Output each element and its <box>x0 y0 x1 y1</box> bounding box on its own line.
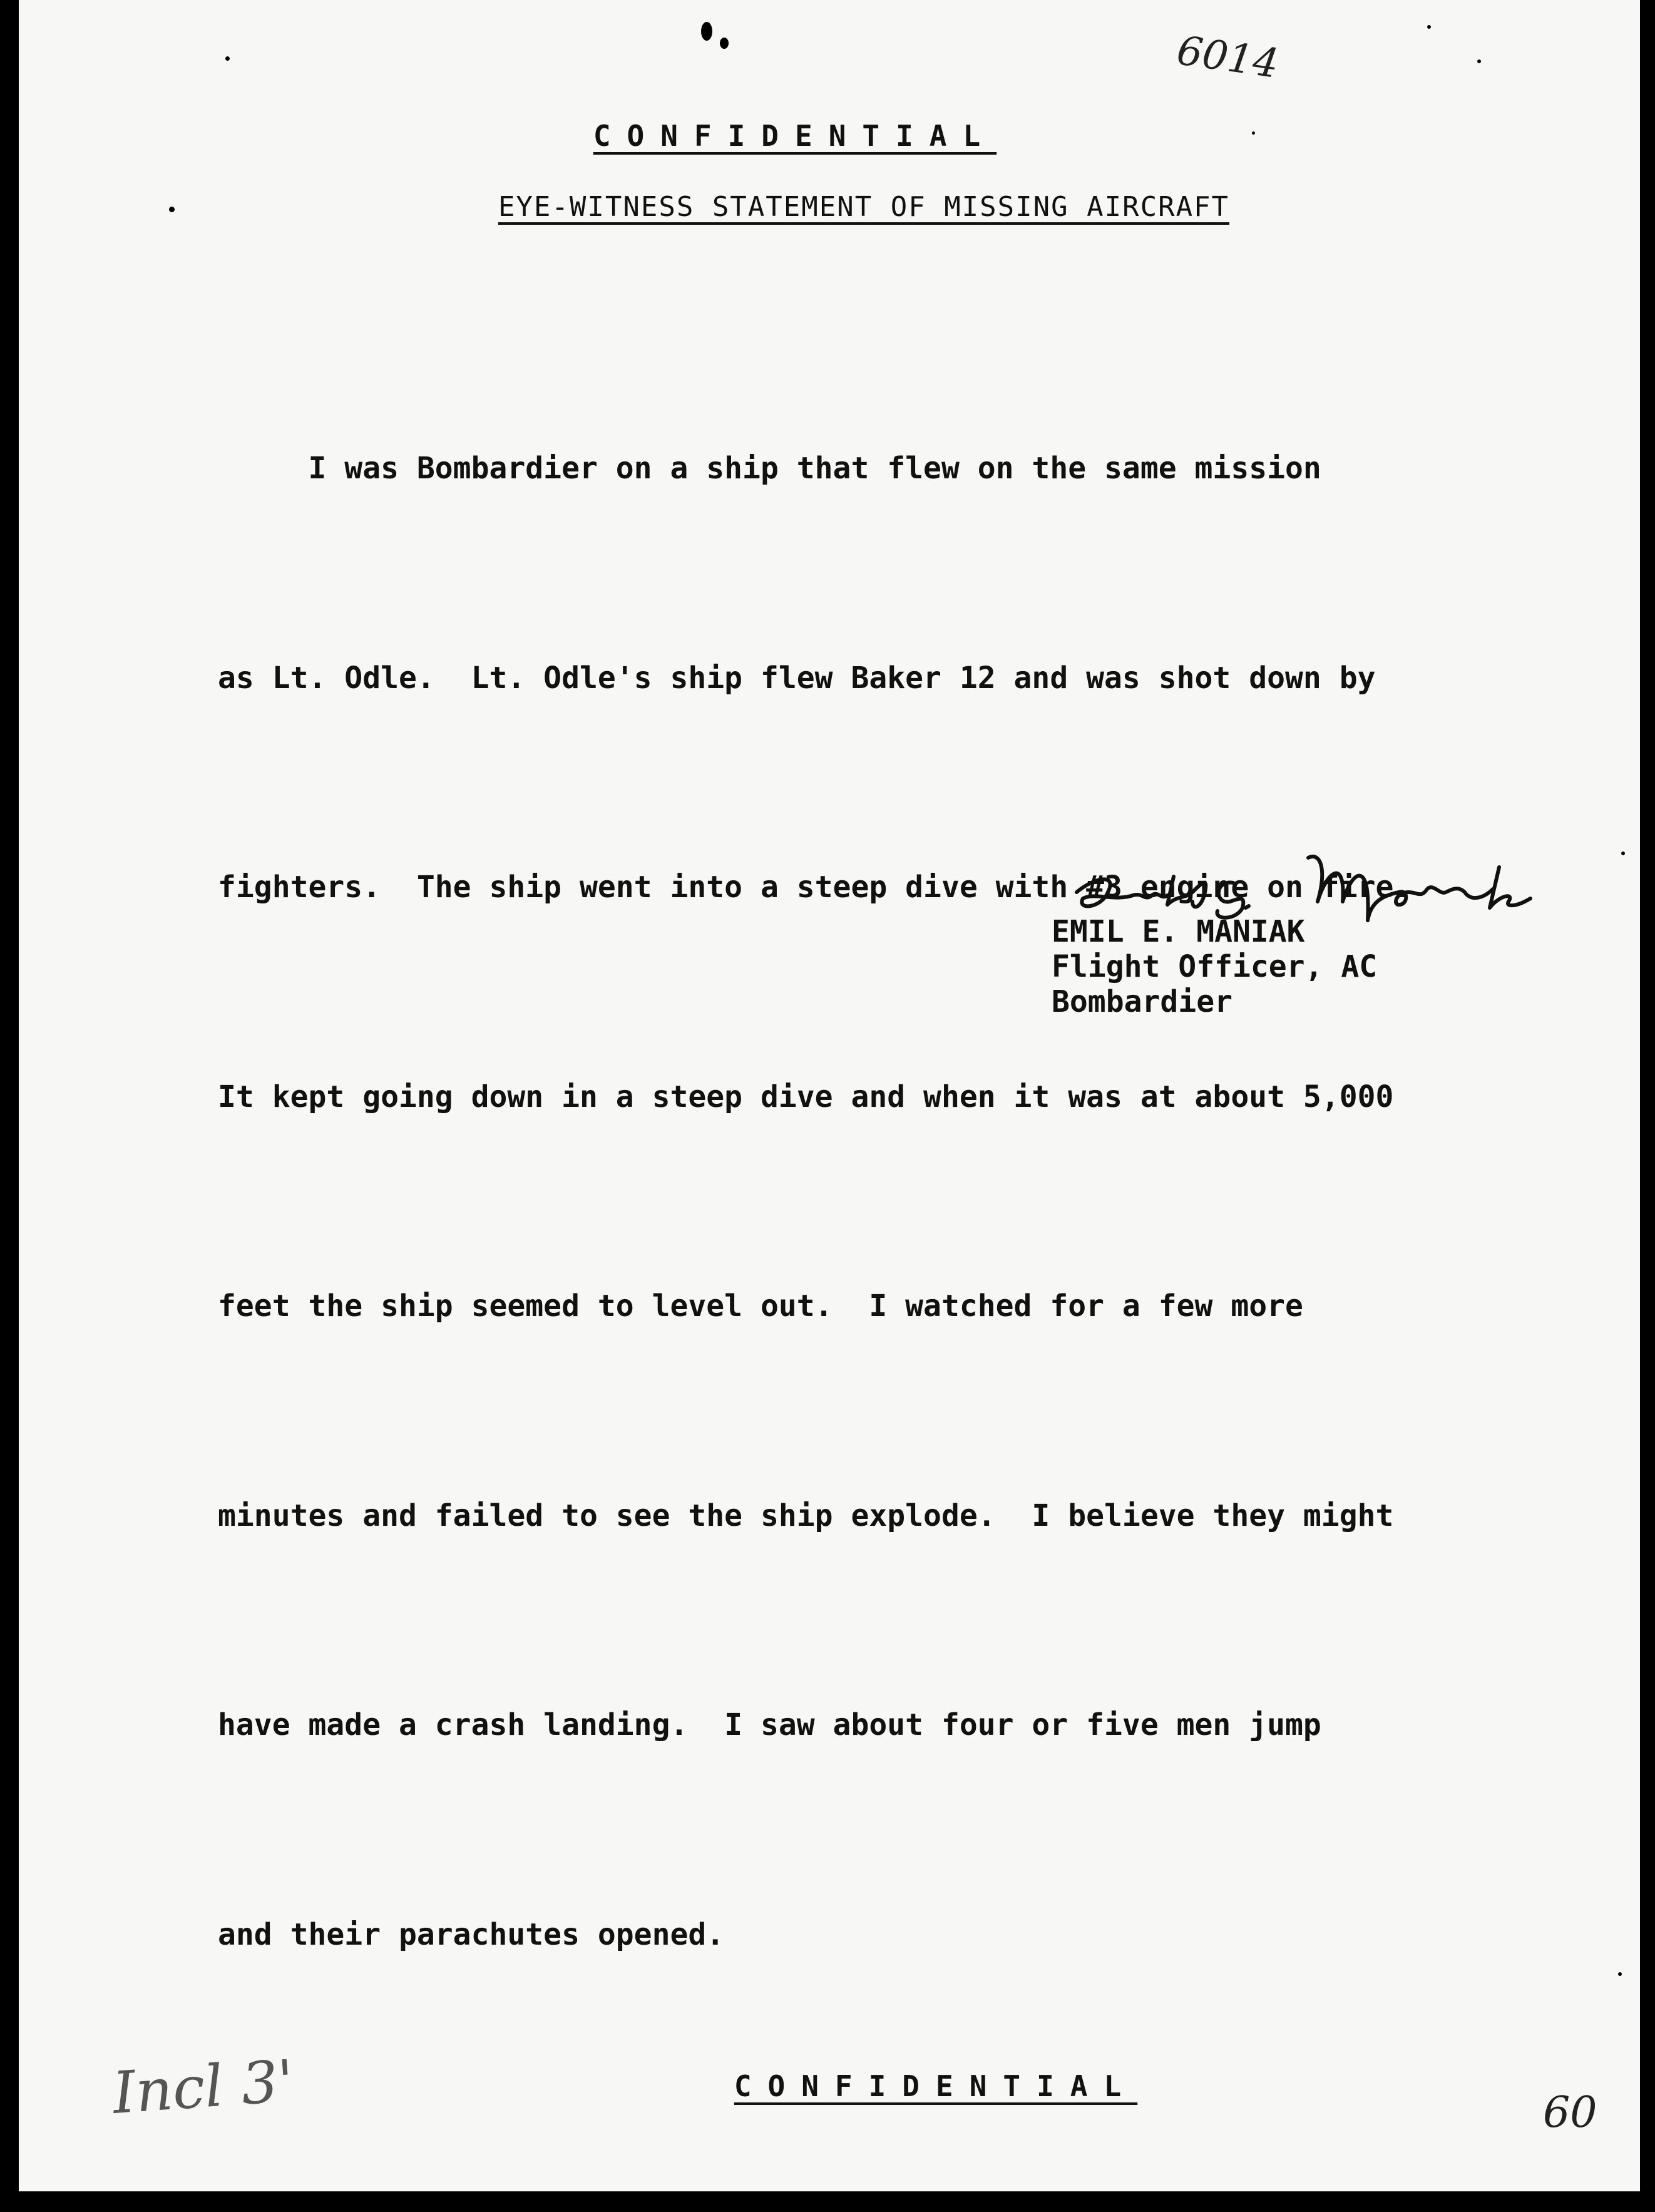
signature-block <box>1052 914 1377 1019</box>
statement-line: minutes and failed to see the ship explode. I believe they might <box>218 1498 1394 1533</box>
scan-speck <box>169 207 175 212</box>
signer-name: EMIL E. MANIAK <box>1052 914 1305 949</box>
scan-speck <box>1618 1972 1622 1976</box>
scan-speck <box>225 56 230 61</box>
statement-line: fighters. The ship went into a steep dive with #3 engine on fire. <box>218 870 1412 905</box>
handwritten-page-number: 60 <box>1543 2088 1597 2137</box>
classification-header: CONFIDENTIAL <box>593 119 997 153</box>
handwritten-file-number: 6014 <box>1174 28 1282 88</box>
scan-speck <box>720 38 729 49</box>
scan-speck <box>701 22 712 41</box>
document-title: EYE-WITNESS STATEMENT OF MISSING AIRCRAFT <box>498 191 1230 223</box>
statement-line: have made a crash landing. I saw about four or five men jump <box>218 1707 1321 1742</box>
document-page <box>19 0 1640 2191</box>
scan-speck <box>1621 851 1625 855</box>
signer-rank: Flight Officer, AC <box>1052 949 1378 984</box>
statement-line: and their parachutes opened. <box>218 1916 725 1952</box>
classification-footer: CONFIDENTIAL <box>734 2069 1138 2103</box>
scan-speck <box>1477 59 1481 63</box>
statement-line: feet the ship seemed to level out. I watched for a few more <box>218 1289 1303 1324</box>
statement-line: I was Bombardier on a ship that flew on the same mission <box>218 451 1321 486</box>
scan-speck <box>1252 131 1255 135</box>
scan-speck <box>1427 25 1431 29</box>
statement-line: as Lt. Odle. Lt. Odle's ship flew Baker 12 and was shot down by <box>218 660 1376 696</box>
signer-role: Bombardier <box>1052 984 1232 1019</box>
statement-line: It kept going down in a steep dive and when it was at about 5,000 <box>218 1079 1394 1114</box>
statement-body <box>218 294 1595 2109</box>
handwritten-enclosure-note: Incl 3' <box>110 2047 297 2127</box>
